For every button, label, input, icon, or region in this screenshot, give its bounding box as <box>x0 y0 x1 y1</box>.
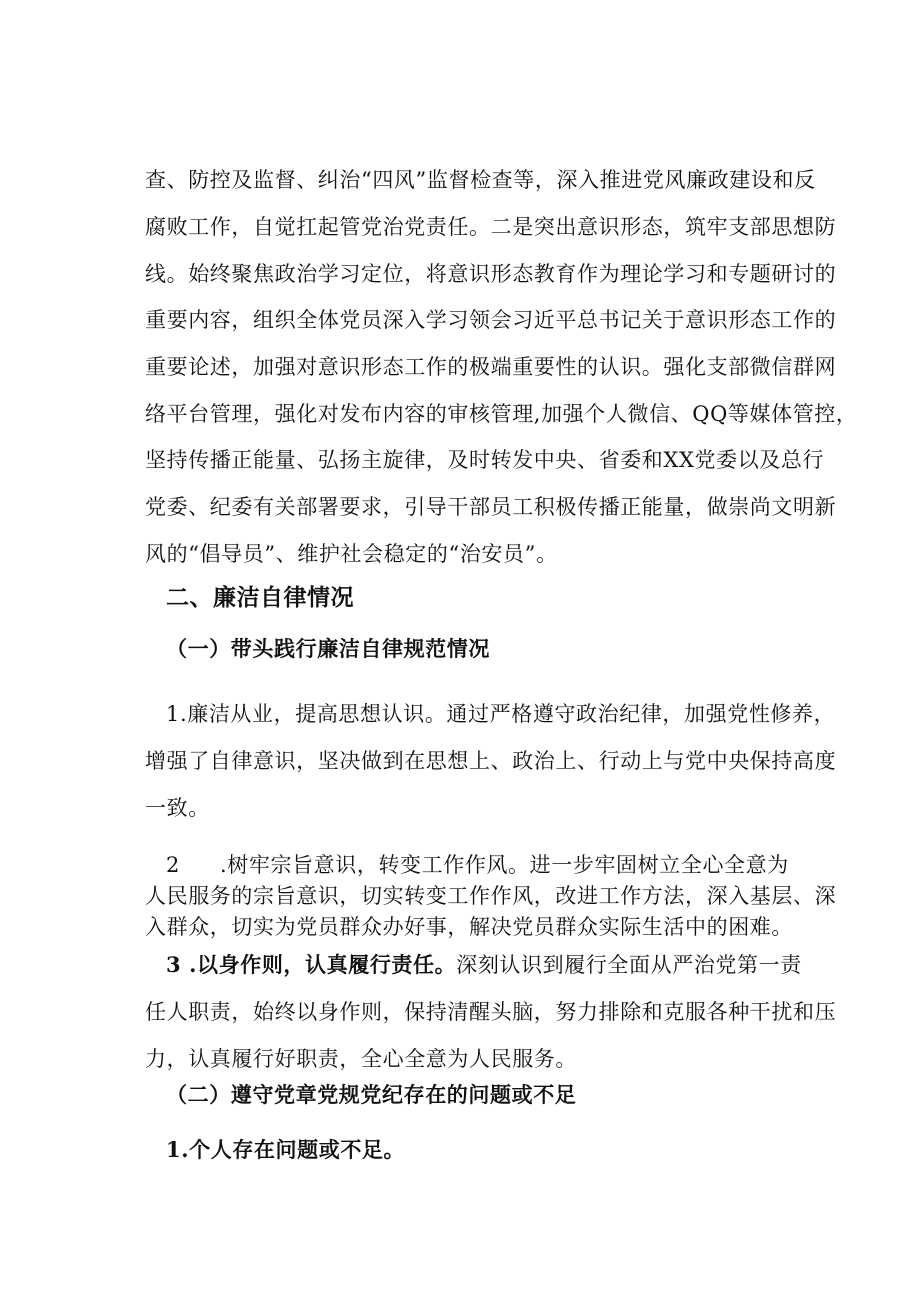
paragraph-line: 线。始终聚焦政治学习定位，将意识形态教育作为理论学习和专题研讨的 <box>145 262 837 286</box>
paragraph-line: 坚持传播正能量、弘扬主旋律，及时转发中央、省委和XX党委以及总行 <box>145 448 825 472</box>
paragraph-line: 重要内容，组织全体党员深入学习领会习近平总书记关于意识形态工作的 <box>145 308 837 332</box>
item-text: 深刻认识到履行全面从严治党第一责 <box>456 953 802 977</box>
paragraph-line: 1.个人存在问题或不足。 <box>166 1137 406 1162</box>
paragraph-line: 络平台管理，强化对发布内容的审核管理,加强个人微信、QQ等媒体管控， <box>145 402 858 426</box>
item-number: 2 <box>166 853 180 877</box>
subsection-heading: （二）遵守党章党规党纪存在的问题或不足 <box>166 1082 577 1107</box>
paragraph-line: 查、防控及监督、纠治“四风”监督检查等，深入推进党风廉政建设和反 <box>145 168 816 192</box>
paragraph-line: 一致。 <box>145 796 210 820</box>
paragraph-line: 增强了自律意识，坚决做到在思想上、政治上、行动上与党中央保持高度 <box>145 749 837 773</box>
paragraph-line: 腐败工作，自觉扛起管党治党责任。二是突出意识形态，筑牢支部思想防 <box>145 215 837 239</box>
paragraph-line <box>166 851 789 879</box>
paragraph-line: 力，认真履行好职责，全心全意为人民服务。 <box>145 1047 577 1071</box>
paragraph-line: 1.廉洁从业，提高思想认识。通过严格遵守政治纪律，加强党性修养， <box>166 702 836 726</box>
paragraph-line: 重要论述，加强对意识形态工作的极端重要性的认识。强化支部微信群网 <box>145 355 837 379</box>
paragraph-line: 风的“倡导员”、维护社会稳定的“治安员”。 <box>145 542 558 566</box>
paragraph-line <box>166 951 802 979</box>
paragraph-line: 任人职责，始终以身作则，保持清醒头脑，努力排除和克服各种干扰和压 <box>145 1000 837 1024</box>
paragraph-line: 人民服务的宗旨意识，切实转变工作作风，改进工作方法，深入基层、深 <box>145 884 837 908</box>
paragraph-line: 入群众，切实为党员群众办好事，解决党员群众实际生活中的困难。 <box>145 915 793 939</box>
paragraph-line: 党委、纪委有关部署要求，引导干部员工积极传播正能量，做崇尚文明新 <box>145 495 837 519</box>
section-heading: 二、廉洁自律情况 <box>166 585 354 611</box>
subsection-heading: （一）带头践行廉洁自律规范情况 <box>166 636 490 661</box>
item-text: .树牢宗旨意识，转变工作作风。进一步牢固树立全心全意为 <box>219 853 789 877</box>
item-lead: 3 .以身作则，认真履行责任。 <box>166 952 457 977</box>
